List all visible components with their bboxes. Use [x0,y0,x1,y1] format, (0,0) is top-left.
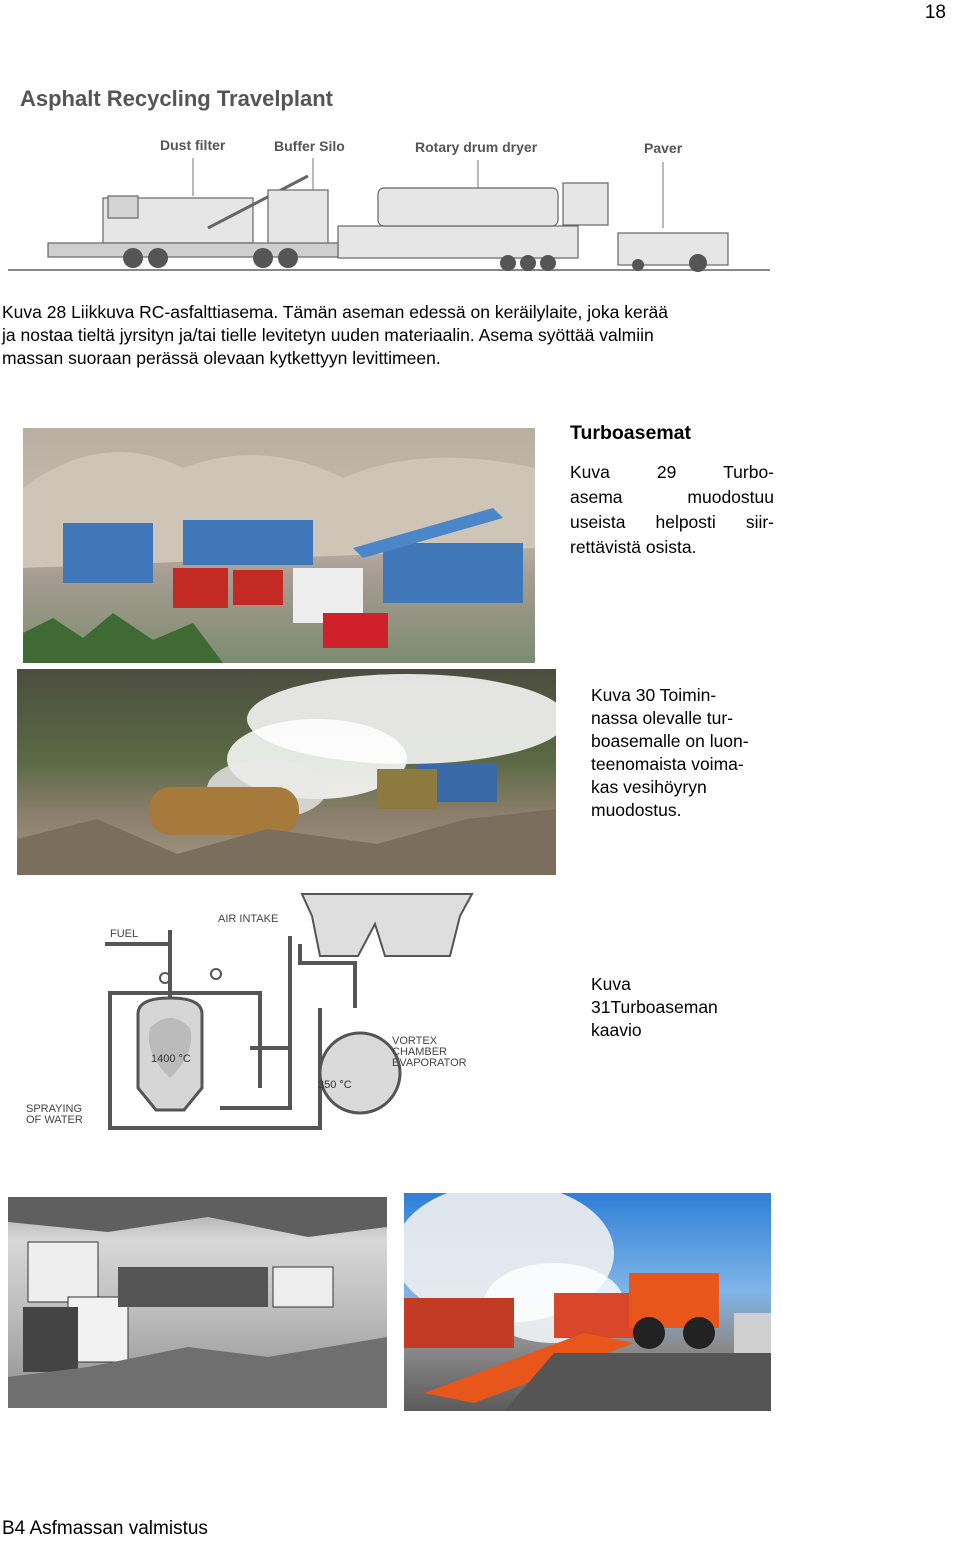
turbo-station-photo [23,428,535,663]
label-rotary-drum-dryer: Rotary drum dryer [415,139,538,155]
figure-29-caption [570,460,774,560]
caption-line: kas vesihöyryn [591,777,707,797]
section-heading-turboasemat: Turboasemat [570,422,691,444]
plant-bw-photo [8,1197,387,1408]
caption-line: ja nostaa tieltä jyrsityn ja/tai tielle levitetyn uuden materiaalin. Asema syöttää valmiin [2,325,654,345]
figure-31-caption [591,973,791,1042]
caption-line: 31Turboaseman [591,997,718,1017]
label-buffer-silo: Buffer Silo [274,138,345,154]
label-air-intake: AIR INTAKE [218,913,279,925]
label-temp-cool: 350 °C [318,1079,352,1091]
caption-line: kaavio [591,1020,642,1040]
caption-line: massan suoraan perässä olevaan kytkettyyn levittimeen. [2,348,441,368]
turbo-station-schematic [20,888,490,1143]
steam-photo [17,669,556,875]
caption-line: useista helposti siir- [570,512,774,532]
label-paver: Paver [644,140,683,156]
figure-28-caption [2,301,782,370]
loader-steam-photo [404,1193,771,1411]
label-fuel: FUEL [110,928,139,940]
caption-line: Kuva 30 Toimin- [591,685,717,705]
label-vortex-2: CHAMBER [392,1046,448,1058]
page-number: 18 [924,2,946,23]
caption-line: rettävistä osista. [570,537,697,557]
caption-line: Kuva 29 Turbo- [570,462,774,482]
caption-line: Kuva 28 Liikkuva RC-asfalttiasema. Tämän aseman edessä on keräilylaite, joka kerää [2,302,668,322]
travelplant-drawing [8,78,773,278]
figure-30-caption [591,684,791,822]
drawing-title: Asphalt Recycling Travelplant [20,86,333,111]
label-spraying-2: OF WATER [26,1114,83,1126]
label-temp-hot: 1400 °C [151,1053,191,1065]
caption-line: nassa olevalle tur- [591,708,734,728]
caption-line: teenomaista voima- [591,754,744,774]
caption-line: Kuva [591,974,631,994]
page-footer: B4 Asfmassan valmistus [2,1518,208,1539]
caption-line: muodostus. [591,800,682,820]
label-dust-filter: Dust filter [160,137,226,153]
label-vortex-3: EVAPORATOR [392,1057,467,1069]
caption-line: boasemalle on luon- [591,731,749,751]
label-vortex-1: VORTEX [392,1035,438,1047]
caption-line: asema muodostuu [570,487,774,507]
label-spraying-1: SPRAYING [26,1103,83,1115]
